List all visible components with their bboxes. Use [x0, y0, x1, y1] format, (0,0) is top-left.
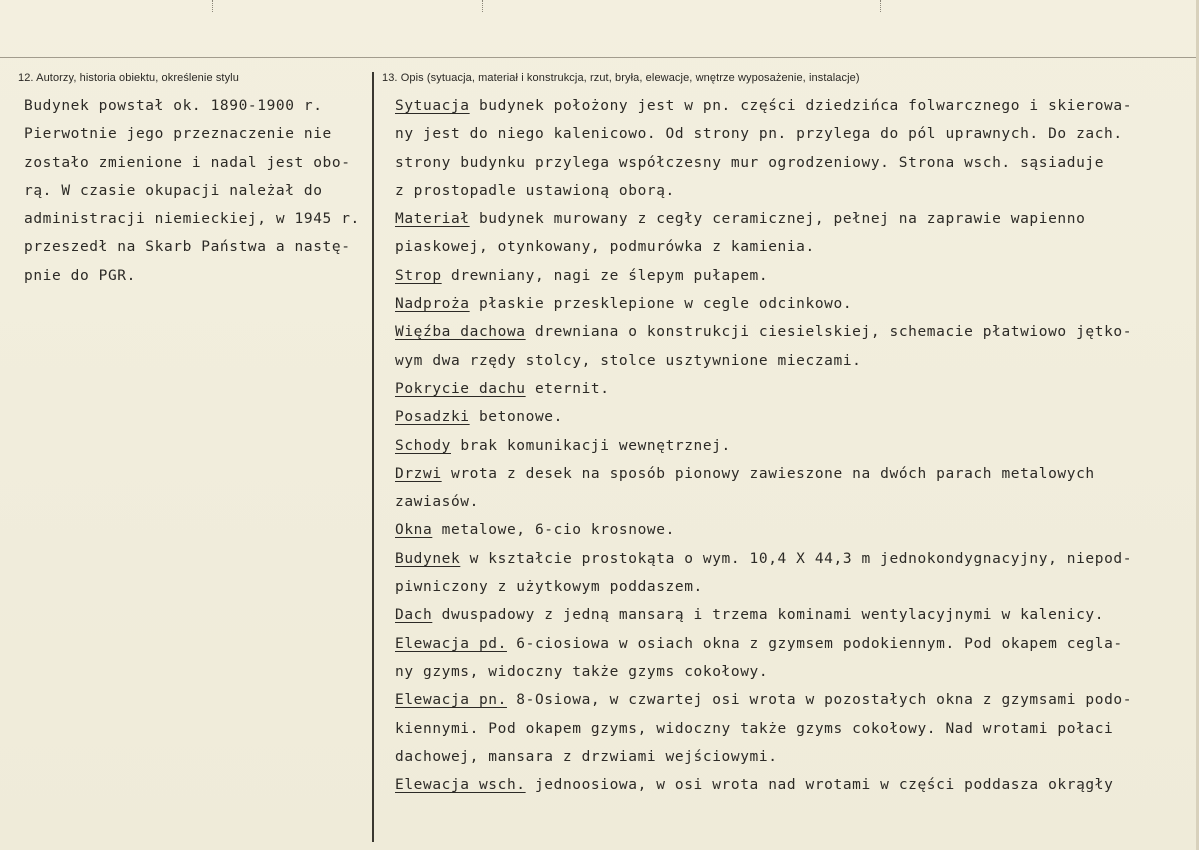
section-12-header: 12. Autorzy, historia obiektu, określenie stylu — [18, 72, 239, 84]
section-keyword: Strop — [395, 267, 442, 284]
description-line — [395, 573, 1190, 601]
section-keyword: Pokrycie dachu — [395, 380, 526, 397]
dotted-rule — [212, 0, 213, 12]
description-line — [395, 205, 1190, 233]
form-separator-line — [0, 57, 1199, 58]
description-line — [395, 149, 1190, 177]
description-line — [395, 460, 1190, 488]
form-top-rules — [0, 0, 1199, 70]
section-keyword: Okna — [395, 522, 433, 539]
description-text-run: jednoosiowa, w osi wrota nad wrotami w części poddasza okrągły — [525, 777, 1114, 794]
description-line — [395, 488, 1190, 516]
section-keyword: Elewacja wsch. — [395, 777, 526, 794]
description-text-run: 6-ciosiowa w osiach okna z gzymsem podokiennym. Pod okapem cegla- — [506, 635, 1123, 652]
description-line — [395, 92, 1190, 120]
description-line — [395, 630, 1190, 658]
description-text-run: w kształcie prostokąta o wym. 10,4 X 44,3 m jednokondygnacyjny, niepod- — [460, 550, 1133, 567]
description-line — [395, 545, 1190, 573]
description-text-run: kiennymi. Pod okapem gzyms, widoczny także gzyms cokołowy. Nad wrotami połaci — [395, 720, 1114, 737]
section-keyword: Sytuacja — [395, 98, 470, 114]
description-line — [395, 743, 1190, 771]
description-line — [395, 403, 1190, 431]
description-text-run: zawiasów. — [395, 494, 479, 511]
section-keyword: Budynek — [395, 550, 461, 567]
description-text-run: dwuspadowy z jedną mansarą i trzema kominami wentylacyjnymi w kalenicy. — [432, 607, 1105, 624]
description-line — [395, 318, 1190, 346]
dotted-rule — [880, 0, 881, 12]
section-keyword: Dach — [395, 607, 433, 624]
description-line — [395, 715, 1190, 743]
description-text-run: ny gzyms, widoczny także gzyms cokołowy. — [395, 663, 769, 680]
description-text-run: dachowej, mansara z drzwiami wejściowymi. — [395, 748, 778, 765]
description-text-run: betonowe. — [469, 409, 563, 426]
history-line: Pierwotnie jego przeznaczenie nie — [24, 126, 332, 143]
description-line — [395, 658, 1190, 686]
section-keyword: Drzwi — [395, 465, 442, 482]
history-line: przeszedł na Skarb Państwa a nastę- — [24, 239, 351, 256]
description-text-run: wym dwa rzędy stolcy, stolce usztywnione mieczami. — [395, 352, 862, 369]
description-line — [395, 601, 1190, 629]
description-text-run: brak komunikacji wewnętrznej. — [450, 437, 731, 454]
column-divider — [372, 72, 374, 842]
section-keyword: Nadproża — [395, 296, 470, 313]
dotted-rule — [482, 0, 483, 12]
description-text-run: drewniany, nagi ze ślepym pułapem. — [441, 267, 769, 284]
history-line: zostało zmienione i nadal jest obo- — [24, 154, 351, 171]
section-keyword: Więźba dachowa — [395, 324, 526, 341]
description-text-run: płaskie przesklepione w cegle odcinkowo. — [469, 296, 853, 313]
description-line — [395, 686, 1190, 714]
history-text — [24, 92, 369, 290]
history-line: pnie do PGR. — [24, 267, 136, 284]
history-line: administracji niemieckiej, w 1945 r. — [24, 211, 360, 228]
description-text-run: ny jest do niego kalenicowo. Od strony pn. przylega do pól uprawnych. Do zach. — [395, 126, 1123, 143]
description-line — [395, 432, 1190, 460]
section-13-header: 13. Opis (sytuacja, materiał i konstrukcja, rzut, bryła, elewacje, wnętrze wyposażenie, instalacje) — [382, 72, 860, 84]
description-line — [395, 120, 1190, 148]
description-text-run: piaskowej, otynkowany, podmurówka z kamienia. — [395, 239, 815, 256]
description-text-run: drewniana o konstrukcji ciesielskiej, schemacie płatwiowo jętko- — [525, 324, 1133, 341]
description-text-run: eternit. — [525, 380, 610, 397]
description-text-run: metalowe, 6-cio krosnowe. — [432, 522, 675, 539]
description-line — [395, 177, 1190, 205]
section-keyword: Schody — [395, 437, 451, 454]
description-text-run: piwniczony z użytkowym poddaszem. — [395, 579, 703, 596]
description-line — [395, 516, 1190, 544]
section-keyword: Materiał — [395, 211, 470, 228]
section-keyword: Elewacja pn. — [395, 692, 507, 709]
history-line: rą. W czasie okupacji należał do — [24, 182, 323, 199]
description-text-run: budynek murowany z cegły ceramicznej, pełnej na zaprawie wapienno — [469, 211, 1086, 228]
description-line — [395, 233, 1190, 261]
description-line — [395, 375, 1190, 403]
description-line — [395, 262, 1190, 290]
description-text-run: strony budynku przylega współczesny mur ogrodzeniowy. Strona wsch. sąsiaduje — [395, 154, 1105, 171]
description-line — [395, 347, 1190, 375]
description-text-run: 8-Osiowa, w czwartej osi wrota w pozostałych okna z gzymsami podo- — [506, 692, 1133, 709]
description-text-run: budynek położony jest w pn. części dziedzińca folwarcznego i skierowa- — [469, 98, 1133, 114]
description-text-run: z prostopadle ustawioną oborą. — [395, 182, 675, 199]
description-line — [395, 290, 1190, 318]
section-keyword: Elewacja pd. — [395, 635, 507, 652]
description-text-run: wrota z desek na sposób pionowy zawieszone na dwóch parach metalowych — [441, 465, 1095, 482]
description-line — [395, 771, 1190, 799]
description-text — [395, 92, 1190, 799]
section-keyword: Posadzki — [395, 409, 470, 426]
history-line: Budynek powstał ok. 1890-1900 r. — [24, 98, 323, 114]
